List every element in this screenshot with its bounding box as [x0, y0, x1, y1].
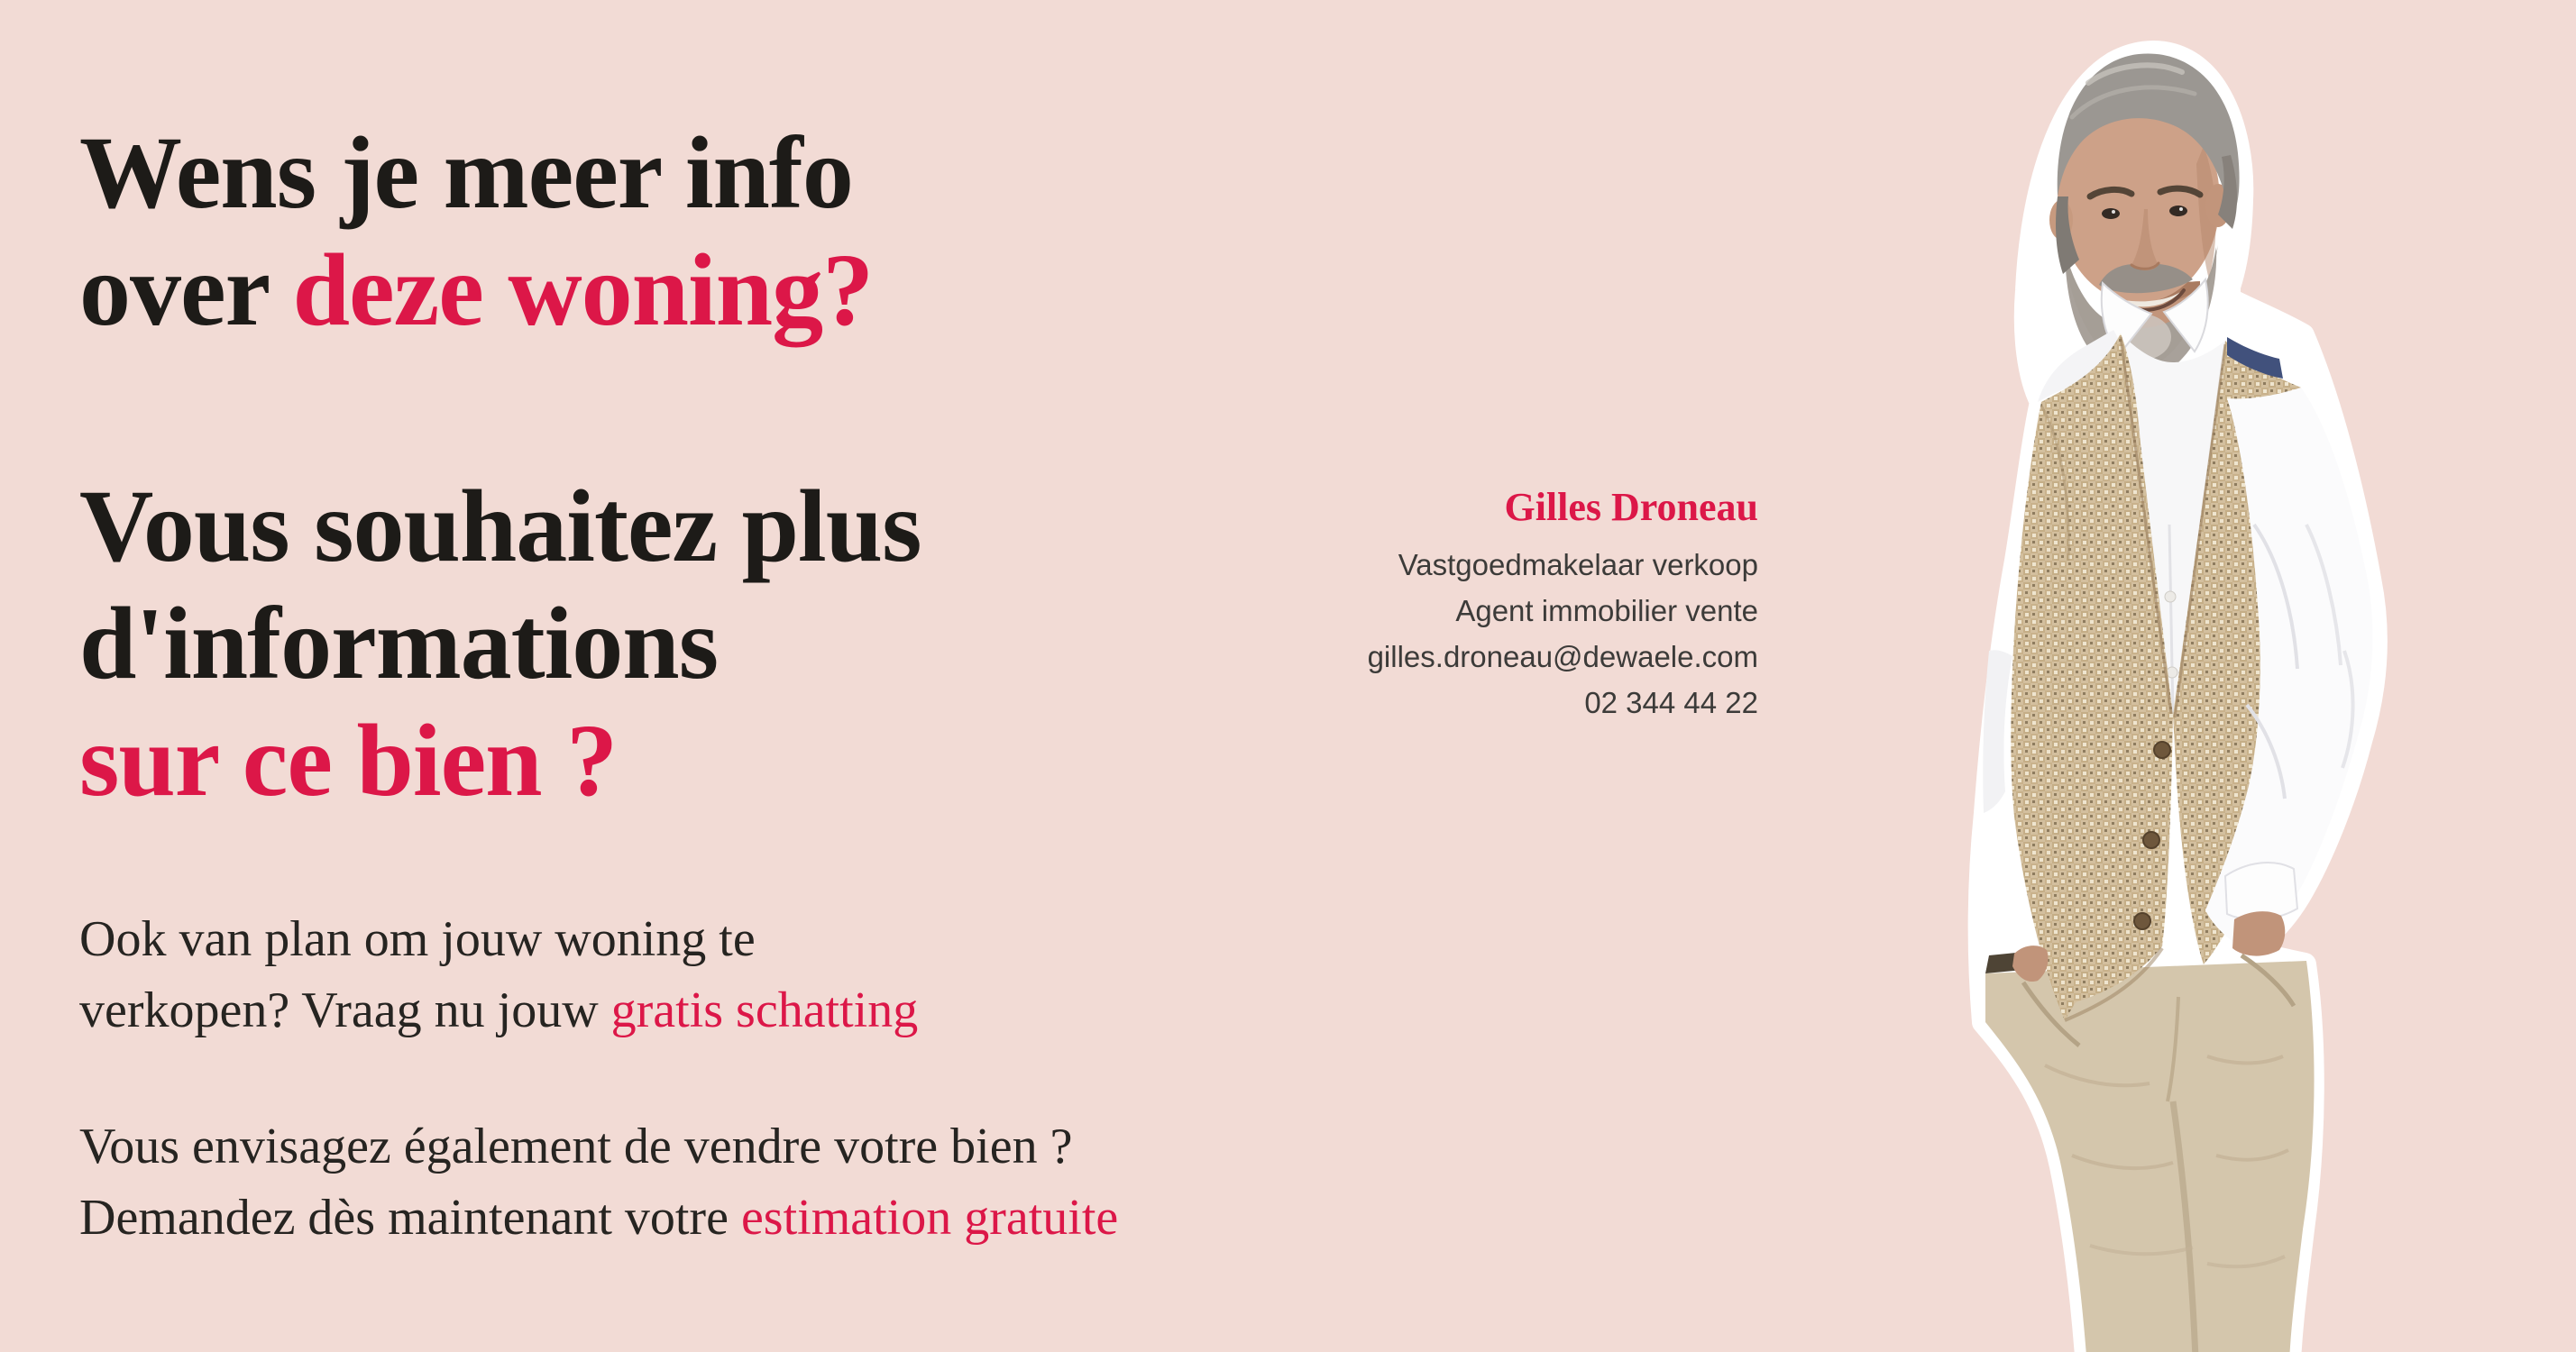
headline-fr-line1: Vous souhaitez plus — [79, 469, 921, 583]
headline-nl-line2-black: over — [79, 233, 293, 347]
para-fr — [79, 1111, 1118, 1254]
headline-nl-line2-red: deze woning? — [292, 233, 874, 347]
para-fr-line1: Vous envisagez également de vendre votre bien ? — [79, 1119, 1073, 1174]
headline-nl-line1: Wens je meer info — [79, 115, 853, 230]
free-valuation-link-fr[interactable]: estimation gratuite — [740, 1190, 1119, 1246]
agent-name: Gilles Droneau — [1504, 485, 1758, 529]
headline-fr-line2: d'informations — [79, 586, 719, 700]
para-nl-line2-black: verkopen? Vraag nu jouw — [79, 982, 611, 1038]
agent-role-nl: Vastgoedmakelaar verkoop — [1398, 548, 1758, 581]
agent-email[interactable]: gilles.droneau@dewaele.com — [1367, 640, 1758, 673]
headline-fr-line3: sur ce bien ? — [79, 703, 618, 818]
headline-nl-line2 — [79, 232, 873, 349]
para-nl-line2 — [79, 975, 918, 1046]
headline-nl — [79, 114, 873, 349]
agent-contact-block — [1368, 484, 1758, 726]
para-nl-line1: Ook van plan om jouw woning te — [79, 911, 756, 967]
para-fr-line2 — [79, 1183, 1118, 1254]
agent-photo — [1937, 20, 2406, 1352]
headline-fr — [79, 468, 921, 819]
agent-phone[interactable]: 02 344 44 22 — [1584, 686, 1758, 719]
agent-role-fr: Agent immobilier vente — [1455, 594, 1758, 627]
para-nl — [79, 904, 918, 1046]
free-valuation-link-nl[interactable]: gratis schatting — [610, 982, 919, 1038]
para-fr-line2-black: Demandez dès maintenant votre — [79, 1190, 741, 1246]
